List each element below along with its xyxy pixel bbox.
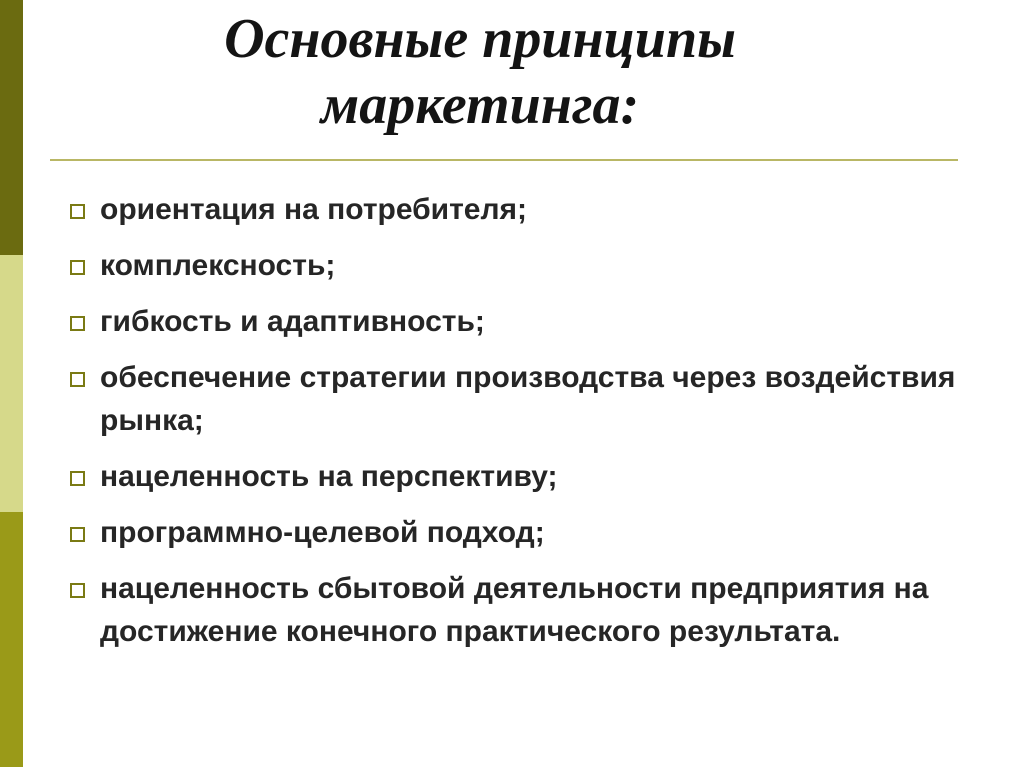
square-bullet-icon — [70, 316, 85, 331]
bullet-item — [68, 356, 968, 442]
square-bullet-icon — [70, 527, 85, 542]
bullet-text: программно-целевой подход; — [100, 516, 545, 549]
square-bullet-icon — [70, 372, 85, 387]
bullet-item — [68, 244, 968, 287]
bullet-item — [68, 188, 968, 231]
bullet-text: комплексность; — [100, 249, 336, 282]
square-bullet-icon — [70, 260, 85, 275]
bullet-item — [68, 511, 968, 554]
side-accent-bar — [0, 0, 23, 767]
bullet-text: гибкость и адаптивность; — [100, 305, 485, 338]
side-bar-segment-mid — [0, 512, 23, 767]
square-bullet-icon — [70, 471, 85, 486]
square-bullet-icon — [70, 204, 85, 219]
slide-title: Основные принципы маркетинга: — [224, 8, 736, 136]
bullet-list — [68, 188, 968, 666]
side-bar-segment-light — [0, 255, 23, 512]
bullet-item — [68, 567, 968, 653]
side-bar-segment-dark — [0, 0, 23, 255]
square-bullet-icon — [70, 583, 85, 598]
bullet-item — [68, 300, 968, 343]
bullet-item — [68, 455, 968, 498]
bullet-text: нацеленность сбытовой деятельности предприятия на достижение конечного практического результата. — [100, 572, 929, 648]
bullet-text: нацеленность на перспективу; — [100, 460, 558, 493]
bullet-text: обеспечение стратегии производства через воздействия рынка; — [100, 361, 956, 437]
bullet-text: ориентация на потребителя; — [100, 193, 528, 226]
title-divider — [50, 159, 958, 161]
